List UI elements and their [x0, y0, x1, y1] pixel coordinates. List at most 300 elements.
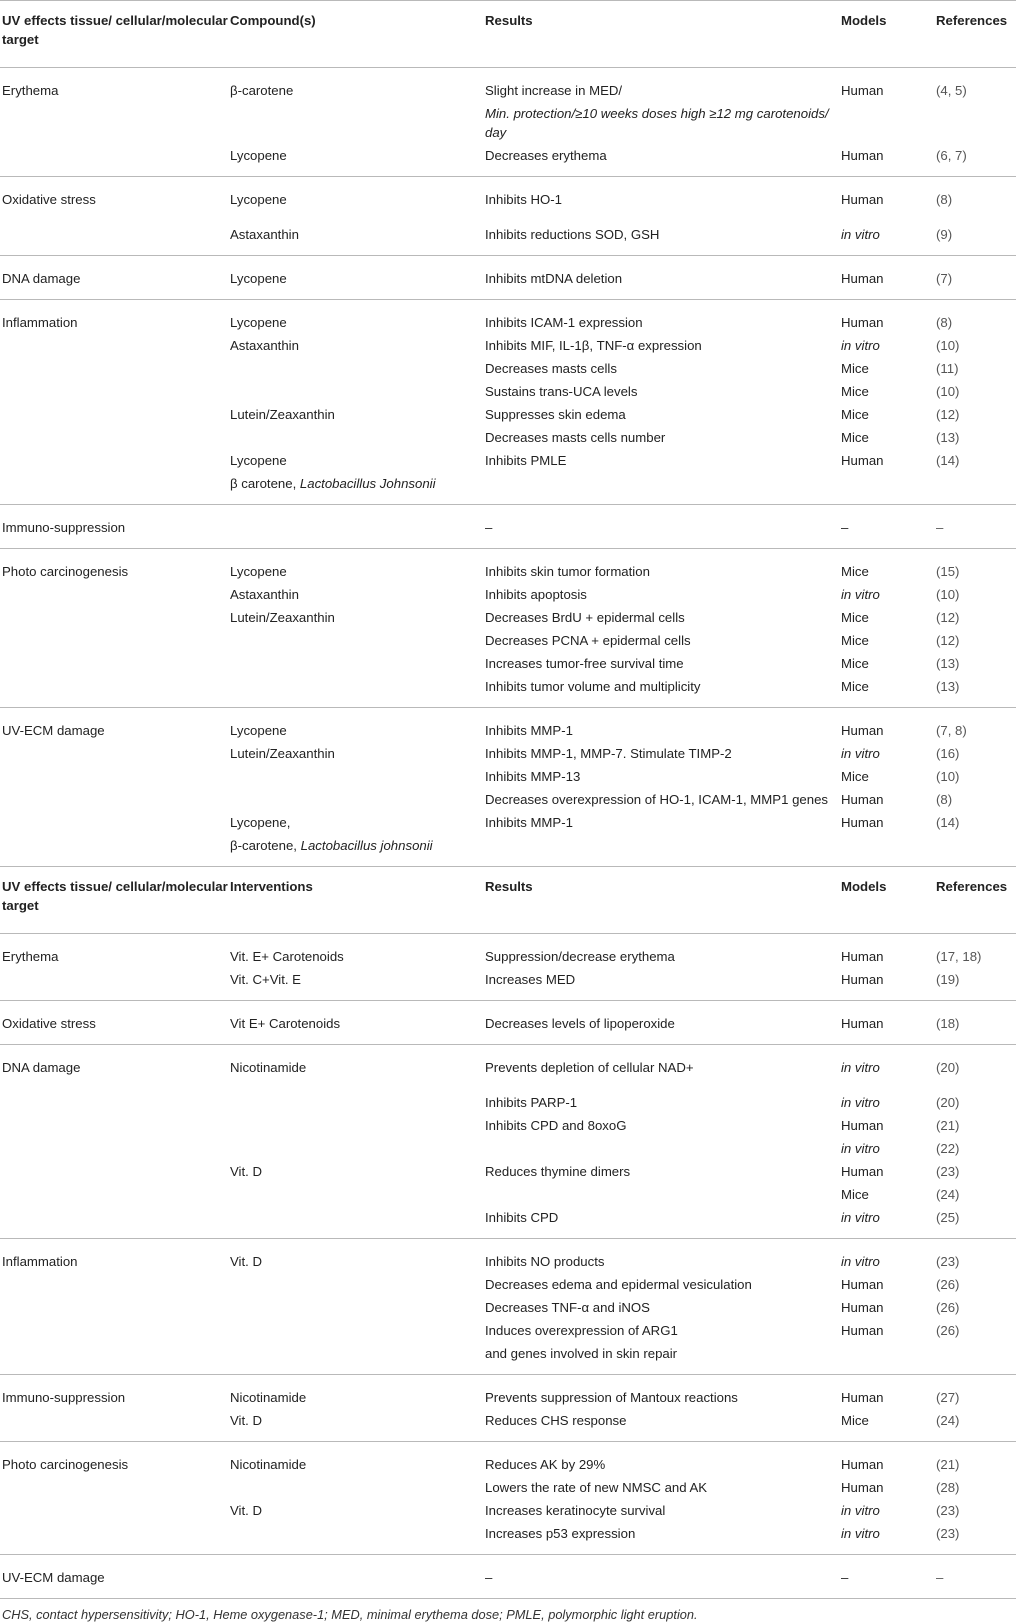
compound-cell: β carotene, Lactobacillus Johnsonii	[228, 470, 483, 505]
compound-cell: Lycopene	[228, 549, 483, 582]
result-cell: Inhibits MMP-1	[483, 708, 839, 741]
model-cell: Human	[839, 934, 934, 967]
table-row	[0, 1112, 1016, 1135]
compound-cell: Nicotinamide	[228, 1375, 483, 1408]
reference-cell: –	[934, 1555, 1016, 1599]
reference-cell	[934, 100, 1016, 142]
compound-cell: Lycopene,	[228, 809, 483, 832]
compound-cell	[228, 1555, 483, 1599]
result-cell: Decreases PCNA + epidermal cells	[483, 627, 839, 650]
model-cell: Mice	[839, 355, 934, 378]
result-cell: Decreases edema and epidermal vesiculation	[483, 1271, 839, 1294]
result-cell: Inhibits MIF, IL-1β, TNF-α expression	[483, 332, 839, 355]
compound-cell	[228, 763, 483, 786]
model-cell: in vitro	[839, 581, 934, 604]
model-cell: in vitro	[839, 221, 934, 256]
reference-cell: (12)	[934, 401, 1016, 424]
compound-cell: Nicotinamide	[228, 1045, 483, 1090]
compound-cell	[228, 1089, 483, 1112]
result-cell: Inhibits ICAM-1 expression	[483, 300, 839, 333]
result-cell: Suppresses skin edema	[483, 401, 839, 424]
target-cell: Inflammation	[0, 300, 228, 333]
reference-cell: (12)	[934, 604, 1016, 627]
reference-cell: (25)	[934, 1204, 1016, 1239]
target-cell: Immuno-suppression	[0, 505, 228, 549]
column-header-models: Models	[839, 867, 934, 934]
table-row	[0, 1089, 1016, 1112]
target-cell	[0, 740, 228, 763]
model-cell: Human	[839, 142, 934, 177]
model-cell: Mice	[839, 1407, 934, 1442]
reference-cell: (23)	[934, 1158, 1016, 1181]
table-row	[0, 809, 1016, 832]
target-cell: Immuno-suppression	[0, 1375, 228, 1408]
column-header-target: UV effects tissue/ cellular/molecular target	[0, 1, 228, 68]
reference-cell: (15)	[934, 549, 1016, 582]
table-row	[0, 934, 1016, 967]
model-cell: in vitro	[839, 740, 934, 763]
target-cell: Erythema	[0, 68, 228, 101]
result-cell: Induces overexpression of ARG1	[483, 1317, 839, 1340]
result-cell: Decreases erythema	[483, 142, 839, 177]
compound-cell: Vit. E+ Carotenoids	[228, 934, 483, 967]
reference-cell: (14)	[934, 809, 1016, 832]
compound-cell: Vit. C+Vit. E	[228, 966, 483, 1001]
model-cell: Mice	[839, 763, 934, 786]
reference-cell: (11)	[934, 355, 1016, 378]
table-row	[0, 505, 1016, 549]
target-cell	[0, 604, 228, 627]
result-cell: Min. protection/≥10 weeks doses high ≥12 mg carotenoids/ day	[483, 100, 839, 142]
result-cell: Inhibits MMP-1	[483, 809, 839, 832]
table-row	[0, 142, 1016, 177]
table-row	[0, 424, 1016, 447]
compound-cell	[228, 1181, 483, 1204]
model-cell: Human	[839, 966, 934, 1001]
table-row	[0, 256, 1016, 300]
compound-cell: β-carotene	[228, 68, 483, 101]
model-cell: in vitro	[839, 1045, 934, 1090]
reference-cell: (18)	[934, 1001, 1016, 1045]
compound-cell	[228, 1340, 483, 1375]
table-header-row	[0, 1, 1016, 68]
result-cell: Lowers the rate of new NMSC and AK	[483, 1474, 839, 1497]
reference-cell: (26)	[934, 1294, 1016, 1317]
reference-cell: (22)	[934, 1135, 1016, 1158]
reference-cell: (4, 5)	[934, 68, 1016, 101]
table-row	[0, 332, 1016, 355]
target-cell	[0, 673, 228, 708]
model-cell: in vitro	[839, 1089, 934, 1112]
model-cell: Human	[839, 256, 934, 300]
reference-cell: (26)	[934, 1317, 1016, 1340]
reference-cell	[934, 832, 1016, 867]
table-row	[0, 1239, 1016, 1272]
table-header-row	[0, 867, 1016, 934]
model-cell: Human	[839, 809, 934, 832]
target-cell	[0, 1497, 228, 1520]
result-cell: and genes involved in skin repair	[483, 1340, 839, 1375]
target-cell: Inflammation	[0, 1239, 228, 1272]
model-cell	[839, 470, 934, 505]
table-row	[0, 177, 1016, 222]
compound-cell: β-carotene, Lactobacillus johnsonii	[228, 832, 483, 867]
reference-cell: (13)	[934, 424, 1016, 447]
model-cell: Mice	[839, 673, 934, 708]
result-cell: –	[483, 1555, 839, 1599]
target-cell	[0, 378, 228, 401]
model-cell: Mice	[839, 424, 934, 447]
table-row	[0, 1181, 1016, 1204]
target-cell	[0, 832, 228, 867]
model-cell: Human	[839, 1442, 934, 1475]
reference-cell	[934, 1340, 1016, 1375]
result-cell: Inhibits MMP-13	[483, 763, 839, 786]
result-cell: Inhibits tumor volume and multiplicity	[483, 673, 839, 708]
compound-cell: Vit. D	[228, 1497, 483, 1520]
footnote: CHS, contact hypersensitivity; HO-1, Heme oxygenase-1; MED, minimal erythema dose; PMLE, polymorphic light eruption.	[0, 1599, 1016, 1624]
column-header-compounds: Interventions	[228, 867, 483, 934]
model-cell: Human	[839, 1294, 934, 1317]
column-header-models: Models	[839, 1, 934, 68]
reference-cell: (21)	[934, 1442, 1016, 1475]
target-cell	[0, 763, 228, 786]
target-cell	[0, 1204, 228, 1239]
compound-cell: Vit E+ Carotenoids	[228, 1001, 483, 1045]
column-header-results: Results	[483, 867, 839, 934]
compound-cell	[228, 1204, 483, 1239]
reference-cell: (10)	[934, 378, 1016, 401]
result-cell: Inhibits skin tumor formation	[483, 549, 839, 582]
compound-cell	[228, 1520, 483, 1555]
table-row	[0, 378, 1016, 401]
target-cell	[0, 424, 228, 447]
compound-cell	[228, 424, 483, 447]
reference-cell: (13)	[934, 673, 1016, 708]
column-header-references: References	[934, 867, 1016, 934]
table-row	[0, 832, 1016, 867]
result-cell: Increases MED	[483, 966, 839, 1001]
model-cell: Mice	[839, 604, 934, 627]
reference-cell: (10)	[934, 332, 1016, 355]
target-cell	[0, 786, 228, 809]
table-row	[0, 1442, 1016, 1475]
target-cell	[0, 627, 228, 650]
compound-cell: Nicotinamide	[228, 1442, 483, 1475]
target-cell: DNA damage	[0, 256, 228, 300]
model-cell: Mice	[839, 378, 934, 401]
table-row	[0, 1340, 1016, 1375]
target-cell	[0, 1474, 228, 1497]
model-cell	[839, 832, 934, 867]
model-cell: Mice	[839, 401, 934, 424]
compound-cell: Lycopene	[228, 142, 483, 177]
table-row	[0, 1407, 1016, 1442]
table-row	[0, 581, 1016, 604]
compound-cell: Astaxanthin	[228, 221, 483, 256]
table-row	[0, 627, 1016, 650]
model-cell: Mice	[839, 627, 934, 650]
result-cell: Decreases levels of lipoperoxide	[483, 1001, 839, 1045]
table-row	[0, 1317, 1016, 1340]
column-header-references: References	[934, 1, 1016, 68]
table-row	[0, 401, 1016, 424]
model-cell: Human	[839, 1375, 934, 1408]
result-cell: Inhibits HO-1	[483, 177, 839, 222]
compound-cell: Vit. D	[228, 1407, 483, 1442]
compound-cell	[228, 1271, 483, 1294]
reference-cell: (8)	[934, 786, 1016, 809]
target-cell	[0, 1112, 228, 1135]
target-cell	[0, 809, 228, 832]
reference-cell: (28)	[934, 1474, 1016, 1497]
target-cell	[0, 1407, 228, 1442]
target-cell	[0, 221, 228, 256]
target-cell	[0, 1089, 228, 1112]
model-cell	[839, 1340, 934, 1375]
compound-cell	[228, 1294, 483, 1317]
model-cell	[839, 100, 934, 142]
compound-cell	[228, 650, 483, 673]
column-header-target: UV effects tissue/ cellular/molecular target	[0, 867, 228, 934]
table-row	[0, 966, 1016, 1001]
result-cell: Increases tumor-free survival time	[483, 650, 839, 673]
reference-cell: (12)	[934, 627, 1016, 650]
reference-cell: (13)	[934, 650, 1016, 673]
model-cell: Human	[839, 68, 934, 101]
reference-cell: (14)	[934, 447, 1016, 470]
reference-cell: (23)	[934, 1239, 1016, 1272]
result-cell: Reduces AK by 29%	[483, 1442, 839, 1475]
target-cell: UV-ECM damage	[0, 708, 228, 741]
target-cell	[0, 355, 228, 378]
reference-cell: –	[934, 505, 1016, 549]
table-row	[0, 650, 1016, 673]
model-cell: Human	[839, 1001, 934, 1045]
compound-cell	[228, 505, 483, 549]
reference-cell: (10)	[934, 581, 1016, 604]
table-row	[0, 1555, 1016, 1599]
target-cell	[0, 401, 228, 424]
table-row	[0, 1497, 1016, 1520]
target-cell	[0, 1340, 228, 1375]
reference-cell: (8)	[934, 177, 1016, 222]
result-cell: Decreases TNF-α and iNOS	[483, 1294, 839, 1317]
target-cell	[0, 650, 228, 673]
reference-cell: (23)	[934, 1497, 1016, 1520]
reference-cell: (7)	[934, 256, 1016, 300]
table-row	[0, 1474, 1016, 1497]
table-row	[0, 1294, 1016, 1317]
target-cell	[0, 142, 228, 177]
result-cell	[483, 1181, 839, 1204]
model-cell: Human	[839, 1112, 934, 1135]
compound-cell: Lycopene	[228, 447, 483, 470]
model-cell: Mice	[839, 1181, 934, 1204]
table-row	[0, 740, 1016, 763]
target-cell: Oxidative stress	[0, 177, 228, 222]
reference-cell: (7, 8)	[934, 708, 1016, 741]
result-cell: Prevents suppression of Mantoux reactions	[483, 1375, 839, 1408]
table-row	[0, 673, 1016, 708]
target-cell	[0, 966, 228, 1001]
result-cell: Inhibits CPD	[483, 1204, 839, 1239]
target-cell: Photo carcinogenesis	[0, 549, 228, 582]
table-row	[0, 786, 1016, 809]
model-cell: in vitro	[839, 332, 934, 355]
result-cell: –	[483, 505, 839, 549]
target-cell	[0, 1181, 228, 1204]
reference-cell: (16)	[934, 740, 1016, 763]
model-cell: Human	[839, 300, 934, 333]
result-cell: Inhibits NO products	[483, 1239, 839, 1272]
table-row	[0, 221, 1016, 256]
model-cell: in vitro	[839, 1239, 934, 1272]
compound-cell: Lycopene	[228, 256, 483, 300]
reference-cell: (10)	[934, 763, 1016, 786]
reference-cell: (23)	[934, 1520, 1016, 1555]
result-cell: Inhibits reductions SOD, GSH	[483, 221, 839, 256]
result-cell: Suppression/decrease erythema	[483, 934, 839, 967]
result-cell: Inhibits PARP-1	[483, 1089, 839, 1112]
result-cell: Slight increase in MED/	[483, 68, 839, 101]
reference-cell: (24)	[934, 1407, 1016, 1442]
compound-cell: Astaxanthin	[228, 581, 483, 604]
table-row	[0, 763, 1016, 786]
model-cell: in vitro	[839, 1497, 934, 1520]
model-cell: Mice	[839, 650, 934, 673]
table-row	[0, 1158, 1016, 1181]
result-cell: Inhibits apoptosis	[483, 581, 839, 604]
table-row	[0, 604, 1016, 627]
target-cell	[0, 1271, 228, 1294]
table-row	[0, 470, 1016, 505]
model-cell: Human	[839, 786, 934, 809]
compound-cell: Vit. D	[228, 1158, 483, 1181]
model-cell: Human	[839, 447, 934, 470]
target-cell	[0, 1520, 228, 1555]
result-cell: Decreases BrdU + epidermal cells	[483, 604, 839, 627]
table-row	[0, 1135, 1016, 1158]
compound-cell	[228, 673, 483, 708]
result-cell: Decreases masts cells number	[483, 424, 839, 447]
reference-cell: (6, 7)	[934, 142, 1016, 177]
model-cell: in vitro	[839, 1204, 934, 1239]
target-cell	[0, 332, 228, 355]
model-cell: Mice	[839, 549, 934, 582]
model-cell: –	[839, 1555, 934, 1599]
result-cell: Increases keratinocyte survival	[483, 1497, 839, 1520]
result-cell: Decreases overexpression of HO-1, ICAM-1, MMP1 genes	[483, 786, 839, 809]
table-row	[0, 300, 1016, 333]
result-cell: Inhibits mtDNA deletion	[483, 256, 839, 300]
compound-cell: Lycopene	[228, 708, 483, 741]
table-row	[0, 1204, 1016, 1239]
model-cell: Human	[839, 1474, 934, 1497]
result-cell: Increases p53 expression	[483, 1520, 839, 1555]
result-cell: Reduces thymine dimers	[483, 1158, 839, 1181]
target-cell	[0, 1317, 228, 1340]
model-cell: Human	[839, 1317, 934, 1340]
model-cell: in vitro	[839, 1520, 934, 1555]
table-row	[0, 1375, 1016, 1408]
target-cell	[0, 581, 228, 604]
reference-cell: (27)	[934, 1375, 1016, 1408]
result-cell: Prevents depletion of cellular NAD+	[483, 1045, 839, 1090]
target-cell: UV-ECM damage	[0, 1555, 228, 1599]
table-row	[0, 355, 1016, 378]
model-cell: Human	[839, 1271, 934, 1294]
table-row	[0, 447, 1016, 470]
column-header-compounds: Compound(s)	[228, 1, 483, 68]
result-cell: Sustains trans-UCA levels	[483, 378, 839, 401]
reference-cell: (20)	[934, 1045, 1016, 1090]
table-row	[0, 549, 1016, 582]
reference-cell: (19)	[934, 966, 1016, 1001]
reference-cell: (21)	[934, 1112, 1016, 1135]
result-cell	[483, 1135, 839, 1158]
reference-cell: (26)	[934, 1271, 1016, 1294]
target-cell	[0, 100, 228, 142]
compound-cell	[228, 1112, 483, 1135]
table-row	[0, 68, 1016, 101]
table-row	[0, 1520, 1016, 1555]
reference-cell: (24)	[934, 1181, 1016, 1204]
compound-cell: Lutein/Zeaxanthin	[228, 401, 483, 424]
table-row	[0, 708, 1016, 741]
compound-cell	[228, 1135, 483, 1158]
compound-cell	[228, 786, 483, 809]
compound-cell	[228, 100, 483, 142]
model-cell: Human	[839, 1158, 934, 1181]
table-row	[0, 1045, 1016, 1090]
compound-cell	[228, 355, 483, 378]
compound-cell: Lycopene	[228, 177, 483, 222]
compound-cell: Lutein/Zeaxanthin	[228, 604, 483, 627]
result-cell: Decreases masts cells	[483, 355, 839, 378]
result-cell: Reduces CHS response	[483, 1407, 839, 1442]
footnote-row	[0, 1599, 1016, 1624]
compound-cell	[228, 1317, 483, 1340]
compound-cell	[228, 378, 483, 401]
target-cell	[0, 1294, 228, 1317]
reference-cell: (8)	[934, 300, 1016, 333]
model-cell: –	[839, 505, 934, 549]
result-cell	[483, 470, 839, 505]
target-cell	[0, 1158, 228, 1181]
table-row	[0, 100, 1016, 142]
compound-cell	[228, 1474, 483, 1497]
model-cell: Human	[839, 177, 934, 222]
reference-cell: (17, 18)	[934, 934, 1016, 967]
compound-cell	[228, 627, 483, 650]
model-cell: Human	[839, 708, 934, 741]
result-cell: Inhibits PMLE	[483, 447, 839, 470]
target-cell: Oxidative stress	[0, 1001, 228, 1045]
target-cell	[0, 447, 228, 470]
target-cell: Erythema	[0, 934, 228, 967]
column-header-results: Results	[483, 1, 839, 68]
compound-cell: Astaxanthin	[228, 332, 483, 355]
reference-cell: (20)	[934, 1089, 1016, 1112]
reference-cell	[934, 470, 1016, 505]
result-cell: Inhibits CPD and 8oxoG	[483, 1112, 839, 1135]
target-cell	[0, 470, 228, 505]
compound-cell: Lycopene	[228, 300, 483, 333]
result-cell: Inhibits MMP-1, MMP-7. Stimulate TIMP-2	[483, 740, 839, 763]
target-cell	[0, 1135, 228, 1158]
model-cell: in vitro	[839, 1135, 934, 1158]
